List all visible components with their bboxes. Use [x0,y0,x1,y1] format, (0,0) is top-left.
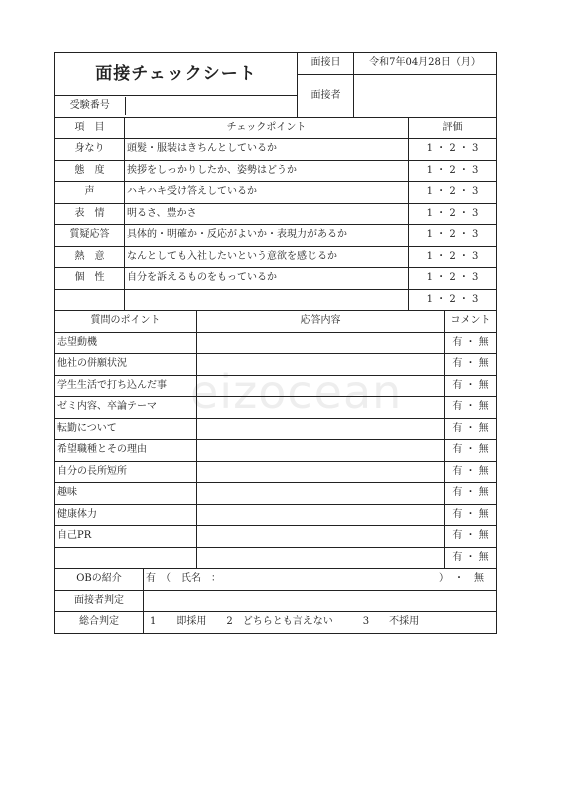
interview-check-sheet [54,52,496,634]
comment-options[interactable]: 有 ・ 無 [445,440,497,462]
checkpoint-item: 個 性 [55,268,125,290]
question-point: 転勤について [55,418,197,440]
checkpoint-item: 熱 意 [55,246,125,268]
checkpoint-item: 態 度 [55,160,125,182]
question-point: 自己PR [55,526,197,548]
question-row [55,375,497,397]
ob-referral-tail: ） ・ 無 [439,573,484,585]
comment-options[interactable]: 有 ・ 無 [445,418,497,440]
column-checkpoint-header: チェックポイント [125,117,409,139]
ob-referral-field[interactable] [144,569,497,591]
ob-referral-label: OBの紹介 [55,569,144,591]
question-row [55,483,497,505]
answer-field[interactable] [197,547,445,569]
question-point: 希望職種とその理由 [55,440,197,462]
exam-number-cell [55,96,298,118]
evaluation-options[interactable]: 1 ・ 2 ・ 3 [409,289,497,311]
checkpoint-row [55,289,497,311]
interviewer-judgement-field[interactable] [144,590,497,612]
question-row [55,332,497,354]
answer-field[interactable] [197,354,445,376]
question-row [55,418,497,440]
question-row [55,397,497,419]
checkpoint-row [55,160,497,182]
comment-options[interactable]: 有 ・ 無 [445,504,497,526]
column-comment-header: コメント [445,311,497,333]
header-table [54,52,497,118]
question-row [55,440,497,462]
question-row [55,461,497,483]
checkpoint-item [55,289,125,311]
checkpoint-item: 声 [55,182,125,204]
checkpoint-table [54,117,497,312]
question-table [54,310,497,569]
overall-judgement-label: 総合判定 [55,612,144,634]
checkpoint-row [55,139,497,161]
answer-field[interactable] [197,418,445,440]
checkpoint-item: 質疑応答 [55,225,125,247]
evaluation-options[interactable]: 1 ・ 2 ・ 3 [409,203,497,225]
checkpoint-text: 具体的・明確か・反応がよいか・表現力があるか [125,225,409,247]
answer-field[interactable] [197,526,445,548]
comment-options[interactable]: 有 ・ 無 [445,375,497,397]
checkpoint-row [55,203,497,225]
checkpoint-text: なんとしても入社したいという意欲を感じるか [125,246,409,268]
evaluation-options[interactable]: 1 ・ 2 ・ 3 [409,225,497,247]
answer-field[interactable] [197,375,445,397]
question-point: 健康体力 [55,504,197,526]
question-point: 自分の長所短所 [55,461,197,483]
column-answer-header: 応答内容 [197,311,445,333]
interviewer-field[interactable] [354,74,497,117]
checkpoint-row [55,182,497,204]
checkpoint-row [55,225,497,247]
checkpoint-item: 身なり [55,139,125,161]
column-evaluation-header: 評価 [409,117,497,139]
checkpoint-text: 明るさ、豊かさ [125,203,409,225]
comment-options[interactable]: 有 ・ 無 [445,526,497,548]
answer-field[interactable] [197,504,445,526]
comment-options[interactable]: 有 ・ 無 [445,483,497,505]
question-point: 学生生活で打ち込んだ事 [55,375,197,397]
exam-number-label: 受験番号 [55,97,125,115]
comment-options[interactable]: 有 ・ 無 [445,332,497,354]
column-item-header: 項 目 [55,117,125,139]
answer-field[interactable] [197,440,445,462]
checkpoint-row [55,246,497,268]
evaluation-options[interactable]: 1 ・ 2 ・ 3 [409,268,497,290]
comment-options[interactable]: 有 ・ 無 [445,354,497,376]
ob-referral-value: 有 （ 氏名 ： [146,573,221,585]
question-row [55,526,497,548]
sheet-title: 面接チェックシート [55,53,298,96]
answer-field[interactable] [197,461,445,483]
question-point: 志望動機 [55,332,197,354]
checkpoint-text: ハキハキ受け答えしているか [125,182,409,204]
answer-field[interactable] [197,332,445,354]
overall-judgement-options[interactable]: 1 即採用 2 どちらとも言えない 3 不採用 [144,612,497,634]
checkpoint-text: 頭髪・服装はきちんとしているか [125,139,409,161]
watermark: eizocean [190,365,403,419]
evaluation-options[interactable]: 1 ・ 2 ・ 3 [409,139,497,161]
interviewer-label: 面接者 [298,74,354,117]
checkpoint-row [55,268,497,290]
column-question-point-header: 質問のポイント [55,311,197,333]
question-point: 他社の併願状況 [55,354,197,376]
evaluation-options[interactable]: 1 ・ 2 ・ 3 [409,160,497,182]
comment-options[interactable]: 有 ・ 無 [445,397,497,419]
comment-options[interactable]: 有 ・ 無 [445,547,497,569]
checkpoint-text: 自分を訴えるものをもっているか [125,268,409,290]
answer-field[interactable] [197,483,445,505]
interview-date-value[interactable]: 令和7年04月28日（月） [354,53,497,75]
interview-date-label: 面接日 [298,53,354,75]
question-point [55,547,197,569]
question-point: 趣味 [55,483,197,505]
footer-table [54,568,497,634]
answer-field[interactable] [197,397,445,419]
question-row [55,354,497,376]
question-row [55,504,497,526]
interviewer-judgement-label: 面接者判定 [55,590,144,612]
checkpoint-text [125,289,409,311]
comment-options[interactable]: 有 ・ 無 [445,461,497,483]
evaluation-options[interactable]: 1 ・ 2 ・ 3 [409,246,497,268]
question-point: ゼミ内容、卒論テーマ [55,397,197,419]
exam-number-field[interactable] [125,97,297,115]
checkpoint-text: 挨拶をしっかりしたか、姿勢はどうか [125,160,409,182]
evaluation-options[interactable]: 1 ・ 2 ・ 3 [409,182,497,204]
checkpoint-item: 表 情 [55,203,125,225]
question-row [55,547,497,569]
